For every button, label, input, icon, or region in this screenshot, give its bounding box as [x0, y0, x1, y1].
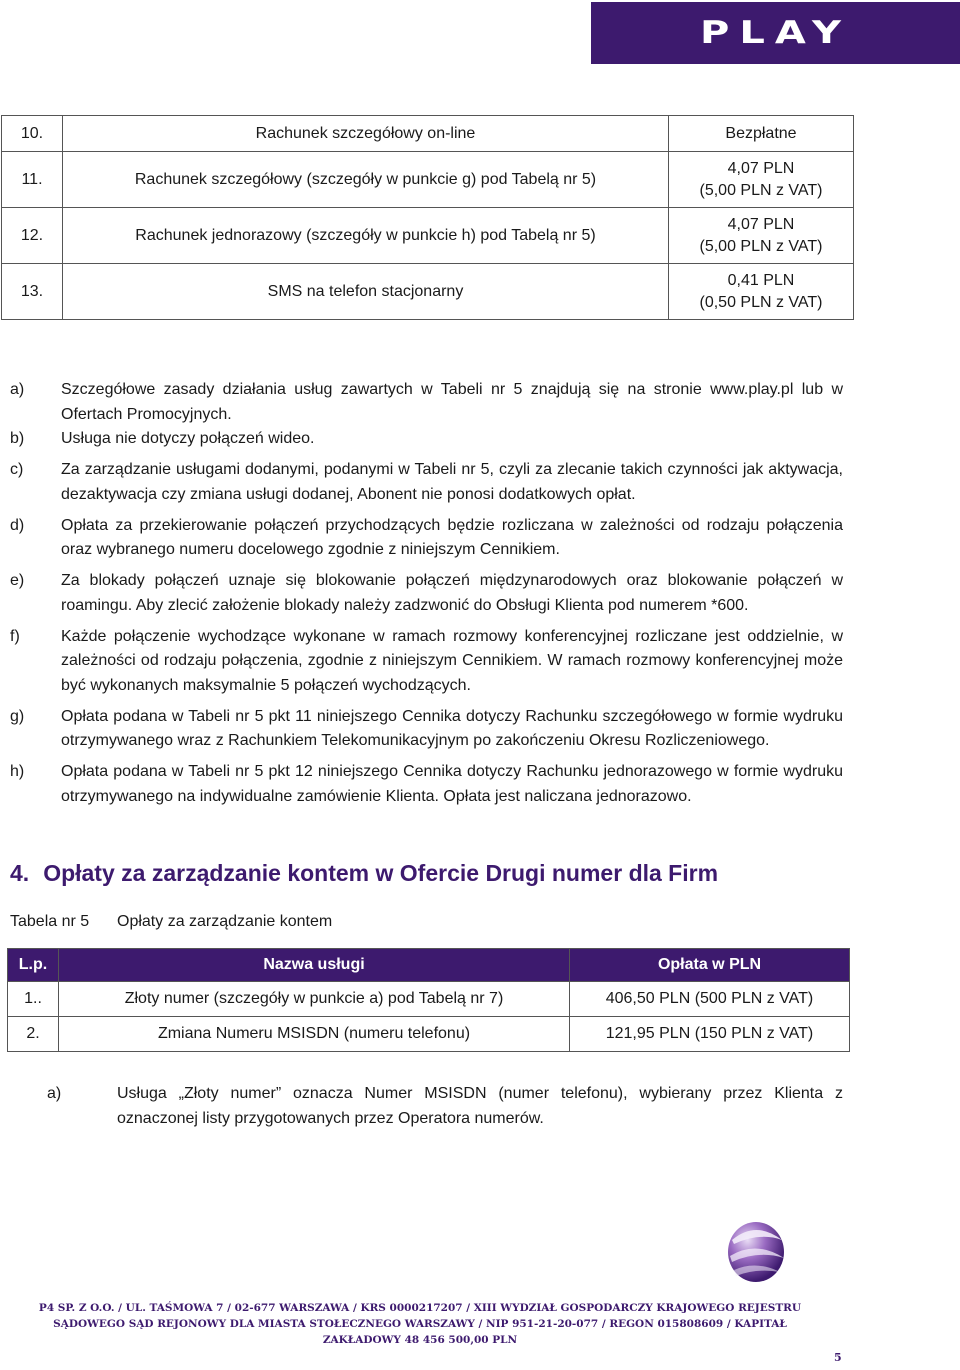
- caption-label: Tabela nr 5: [10, 913, 90, 930]
- service-price: [669, 264, 854, 320]
- service-name: Złoty numer (szczegóły w punkcie a) pod Tabelą nr 7): [59, 982, 570, 1017]
- note-text: Opłata za przekierowanie połączeń przychodzących będzie rozliczana w zależności od rodzaju połączenia oraz wybranego numeru docelowego zgodnie z niniejszym Cennikiem.: [61, 516, 843, 558]
- footnote-e: [10, 569, 843, 618]
- footer-line: ZAKŁADOWY 48 456 500,00 PLN: [322, 1334, 518, 1346]
- price-net: 0,41 PLN: [727, 271, 795, 289]
- service-price: [669, 116, 854, 152]
- price-net: 4,07 PLN: [727, 159, 795, 177]
- footnote-f: [10, 625, 843, 699]
- price-line: Bezpłatne: [725, 124, 797, 142]
- account-fees-table: [7, 948, 850, 1052]
- row-number: 12.: [2, 208, 63, 264]
- note-text: Szczegółowe zasady działania usług zawartych w Tabeli nr 5 znajdują się na stronie www.play.pl lub w Ofertach Promocyjnych.: [61, 381, 843, 423]
- table-row: [2, 152, 854, 208]
- table-row: [2, 264, 854, 320]
- note-label: d): [10, 516, 25, 534]
- note-text: Opłata podana w Tabeli nr 5 pkt 11 niniejszego Cennika dotyczy Rachunku szczegółowego w formie wydruku otrzymywanego wraz z Rachunkiem Telekomunikacyjnym po zakończeniu Okresu Rozliczeniowego.: [61, 707, 843, 749]
- service-name: Rachunek szczegółowy on-line: [63, 116, 669, 152]
- note-label: f): [10, 627, 20, 645]
- price-gross: (5,00 PLN z VAT): [699, 237, 823, 255]
- note-label: c): [10, 461, 24, 478]
- price-gross: (0,50 PLN z VAT): [699, 293, 823, 311]
- price-gross: (5,00 PLN z VAT): [699, 181, 823, 199]
- table-row: [8, 1017, 850, 1052]
- header-service-name: Nazwa usługi: [59, 949, 570, 982]
- note-label: g): [10, 707, 25, 725]
- play-logo: [591, 2, 960, 64]
- service-price: [669, 152, 854, 208]
- note-text: Opłata podana w Tabeli nr 5 pkt 12 niniejszego Cennika dotyczy Rachunku jednorazowego w formie wydruku otrzymywanego na indywidualne zamówienie Klienta. Opłata jest naliczana jednorazowo.: [61, 763, 843, 805]
- table-row: [2, 116, 854, 152]
- section-number: 4.: [10, 860, 30, 886]
- service-name: Zmiana Numeru MSISDN (numeru telefonu): [59, 1017, 570, 1052]
- note-label: b): [10, 430, 25, 447]
- service-name: SMS na telefon stacjonarny: [63, 264, 669, 320]
- note-text: Za zarządzanie usługami dodanymi, podanymi w Tabeli nr 5, czyli za zlecanie takich czynności jak aktywacja, dezaktywacja czy zmiana usługi dodanej, Abonent nie ponosi dodatkowych opłat.: [61, 461, 843, 503]
- logo-text: PLAY: [700, 15, 851, 51]
- row-number: 11.: [2, 152, 63, 208]
- footnotes: [10, 378, 843, 816]
- caption-title: Opłaty za zarządzanie kontem: [117, 913, 333, 930]
- table-footnote-a: [47, 1081, 843, 1131]
- row-number: 2.: [8, 1017, 59, 1052]
- note-text: Usługa nie dotyczy połączeń wideo.: [61, 430, 315, 447]
- company-footer: [20, 1300, 820, 1348]
- footer-line: P4 SP. Z O.O. / UL. TAŚMOWA 7 / 02-677 WARSZAWA / KRS 0000217207 / XIII WYDZIAŁ GOSPODARCZY KRAJOWEGO REJESTRU: [38, 1302, 802, 1314]
- footnote-b: [10, 427, 843, 452]
- services-table: [1, 115, 854, 320]
- footnote-g: [10, 705, 843, 754]
- row-number: 10.: [2, 116, 63, 152]
- table-header-row: [8, 949, 850, 982]
- note-text: Usługa „Złoty numer” oznacza Numer MSISDN (numer telefonu), wybierany przez Klienta z oznaczonej listy przygotowanych przez Operatora numerów.: [117, 1085, 843, 1127]
- note-label: e): [10, 572, 25, 589]
- note-label: a): [10, 381, 25, 398]
- note-text: Każde połączenie wychodzące wykonane w ramach rozmowy konferencyjnej rozliczane jest oddzielnie, w zależności od rodzaju połączenia, zgodnie z niniejszym Cennikiem. W ramach rozmowy konferencyjnej może być wykonanych maksymalnie 5 połączeń wychodzących.: [61, 627, 843, 694]
- service-name: Rachunek szczegółowy (szczegóły w punkcie g) pod Tabelą nr 5): [63, 152, 669, 208]
- service-price: 121,95 PLN (150 PLN z VAT): [570, 1017, 850, 1052]
- note-label: h): [10, 763, 25, 780]
- footnote-a: [10, 378, 843, 427]
- page-number: 5: [834, 1351, 842, 1364]
- note-label: a): [47, 1085, 62, 1102]
- table-row: [8, 982, 850, 1017]
- footnote-d: [10, 514, 843, 563]
- service-price: 406,50 PLN (500 PLN z VAT): [570, 982, 850, 1017]
- row-number: 13.: [2, 264, 63, 320]
- section-heading: [10, 860, 718, 887]
- price-net: 4,07 PLN: [727, 215, 795, 233]
- play-sphere-icon: [720, 1210, 790, 1285]
- header-fee: Opłata w PLN: [570, 949, 850, 982]
- row-number: 1..: [8, 982, 59, 1017]
- table-row: [2, 208, 854, 264]
- footnote-c: [10, 458, 843, 507]
- header-lp: L.p.: [8, 949, 59, 982]
- table-caption: [10, 913, 333, 931]
- note-text: Za blokady połączeń uznaje się blokowanie połączeń międzynarodowych oraz blokowanie połączeń w roamingu. Aby zlecić założenie blokady należy zadzwonić do Obsługi Klienta pod numerem *600.: [61, 572, 843, 614]
- footer-line: SĄDOWEGO SĄD REJONOWY DLA MIASTA STOŁECZNEGO WARSZAWY / NIP 951-21-20-077 / REGON 015808609 / KAPITAŁ: [53, 1318, 787, 1330]
- footnote-h: [10, 760, 843, 809]
- service-price: [669, 208, 854, 264]
- service-name: Rachunek jednorazowy (szczegóły w punkcie h) pod Tabelą nr 5): [63, 208, 669, 264]
- section-title: Opłaty za zarządzanie kontem w Ofercie Drugi numer dla Firm: [43, 860, 719, 886]
